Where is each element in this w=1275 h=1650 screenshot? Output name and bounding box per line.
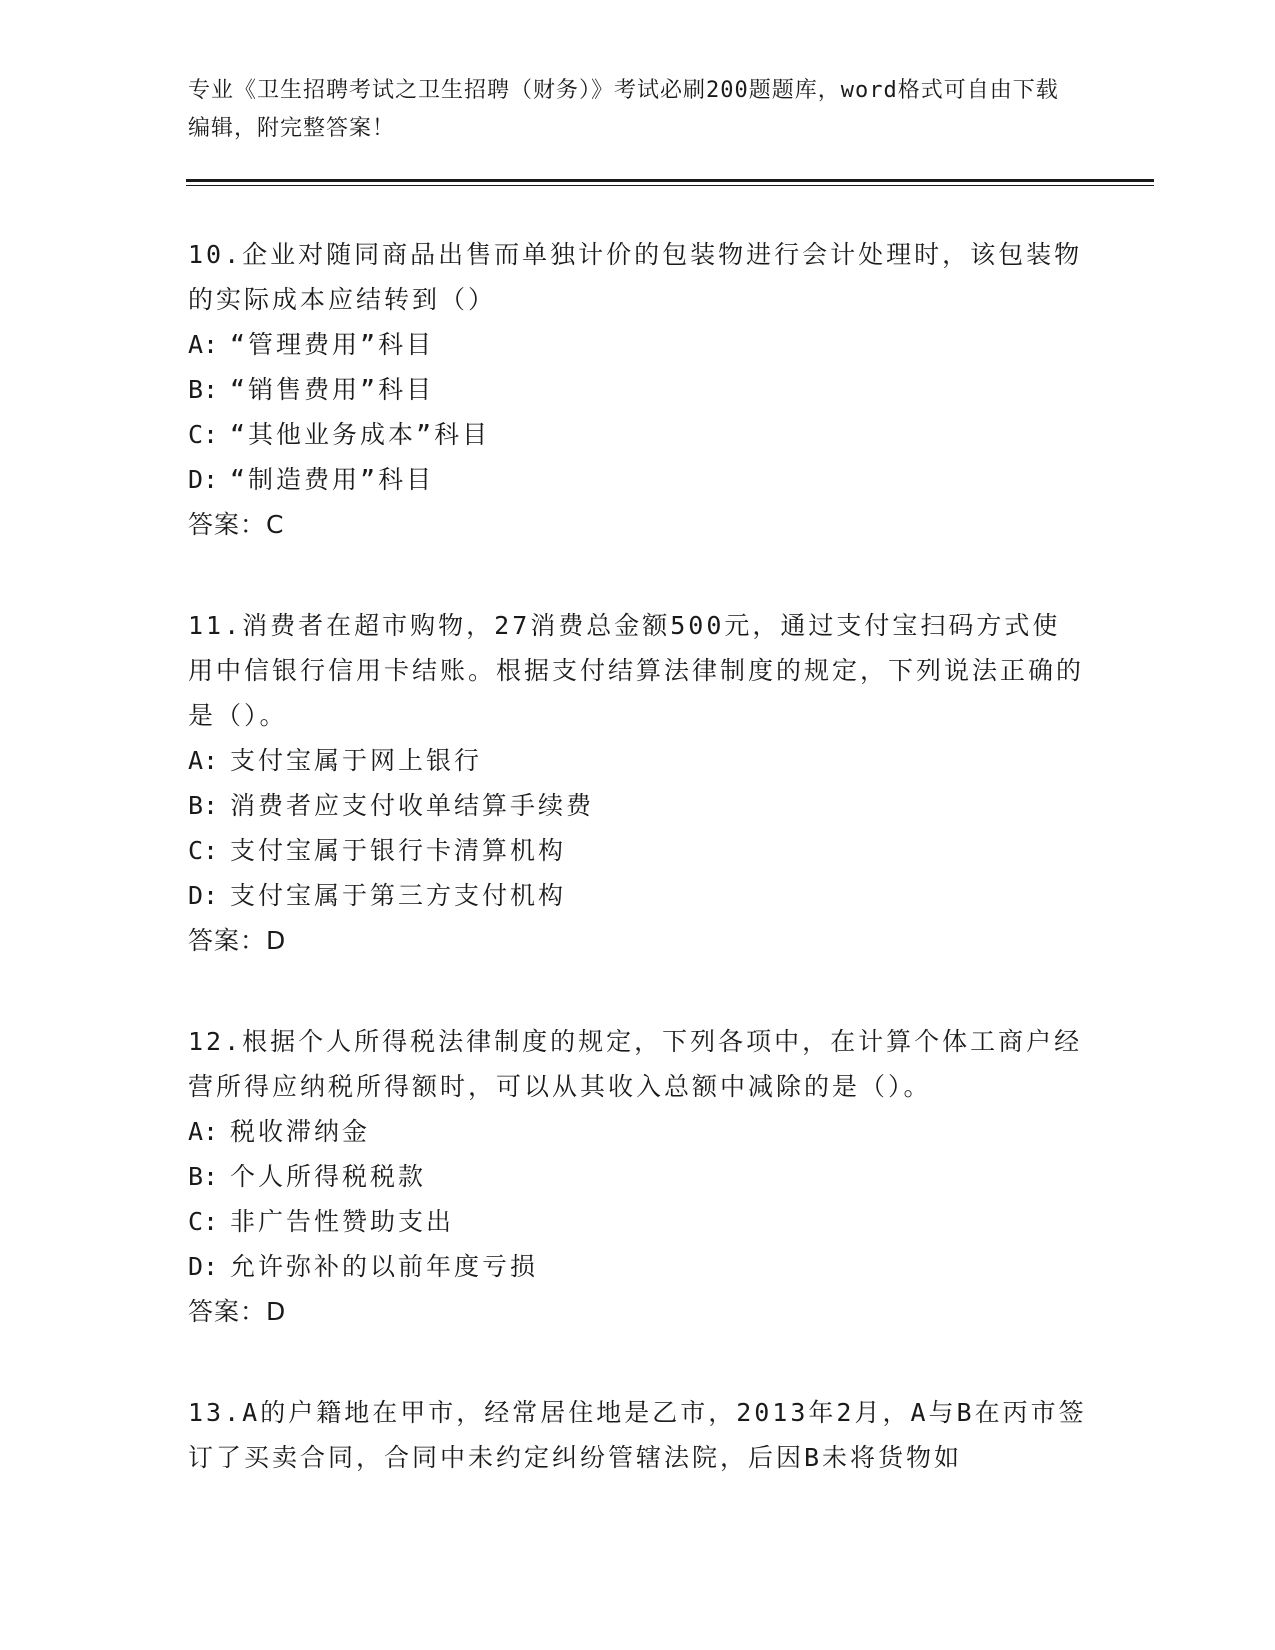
answer-line: 答案：D: [188, 926, 287, 955]
question-stem: 13.A的户籍地在甲市，经常居住地是乙市，2013年2月，A与B在丙市签订了买卖合同，合同中未约定纠纷管辖法院，后因B未将货物如: [188, 1398, 1087, 1472]
option-c: [188, 828, 1088, 873]
option-d: [188, 1244, 1088, 1289]
option-b: [188, 783, 1088, 828]
option-letter: D:: [188, 881, 219, 910]
option-text: 非广告性赞助支出: [230, 1207, 455, 1236]
option-text: “制造费用”科目: [230, 465, 435, 494]
option-text: 支付宝属于银行卡清算机构: [230, 836, 567, 865]
option-c: [188, 1199, 1088, 1244]
option-letter: A:: [188, 746, 219, 775]
question-12: [188, 1019, 1088, 1334]
question-11: [188, 603, 1088, 963]
option-text: 支付宝属于第三方支付机构: [230, 881, 567, 910]
option-letter: D:: [188, 1252, 219, 1281]
question-stem: 10.企业对随同商品出售而单独计价的包装物进行会计处理时，该包装物的实际成本应结转到（）: [188, 240, 1083, 314]
option-text: 个人所得税税款: [230, 1162, 427, 1191]
option-letter: C:: [188, 420, 219, 449]
option-letter: B:: [188, 375, 219, 404]
question-stem: 11.消费者在超市购物，27消费总金额500元，通过支付宝扫码方式使用中信银行信用卡结账。根据支付结算法律制度的规定，下列说法正确的是（）。: [188, 611, 1085, 730]
option-b: [188, 1154, 1088, 1199]
answer-line: 答案：C: [188, 510, 285, 539]
option-letter: B:: [188, 791, 219, 820]
question-list: [188, 232, 1088, 1536]
option-text: “管理费用”科目: [230, 330, 435, 359]
option-letter: C:: [188, 836, 219, 865]
option-a: [188, 322, 1088, 367]
option-letter: A:: [188, 1117, 219, 1146]
document-header: 专业《卫生招聘考试之卫生招聘（财务）》考试必刷200题题库，word格式可自由下载编辑，附完整答案！: [188, 78, 1059, 141]
header-divider-thin: [186, 185, 1154, 186]
option-b: [188, 367, 1088, 412]
option-letter: B:: [188, 1162, 219, 1191]
answer-line: 答案：D: [188, 1297, 287, 1326]
option-letter: D:: [188, 465, 219, 494]
option-d: [188, 873, 1088, 918]
option-d: [188, 457, 1088, 502]
header-divider-thick: [186, 179, 1154, 182]
option-text: “其他业务成本”科目: [230, 420, 491, 449]
option-c: [188, 412, 1088, 457]
question-stem: 12.根据个人所得税法律制度的规定，下列各项中，在计算个体工商户经营所得应纳税所得额时，可以从其收入总额中减除的是（）。: [188, 1027, 1083, 1101]
question-10: [188, 232, 1088, 547]
option-letter: C:: [188, 1207, 219, 1236]
question-13: [188, 1390, 1088, 1480]
option-text: 消费者应支付收单结算手续费: [230, 791, 595, 820]
option-a: [188, 1109, 1088, 1154]
option-letter: A:: [188, 330, 219, 359]
option-text: 支付宝属于网上银行: [230, 746, 483, 775]
option-text: “销售费用”科目: [230, 375, 435, 404]
option-text: 税收滞纳金: [230, 1117, 371, 1146]
option-a: [188, 738, 1088, 783]
option-text: 允许弥补的以前年度亏损: [230, 1252, 539, 1281]
